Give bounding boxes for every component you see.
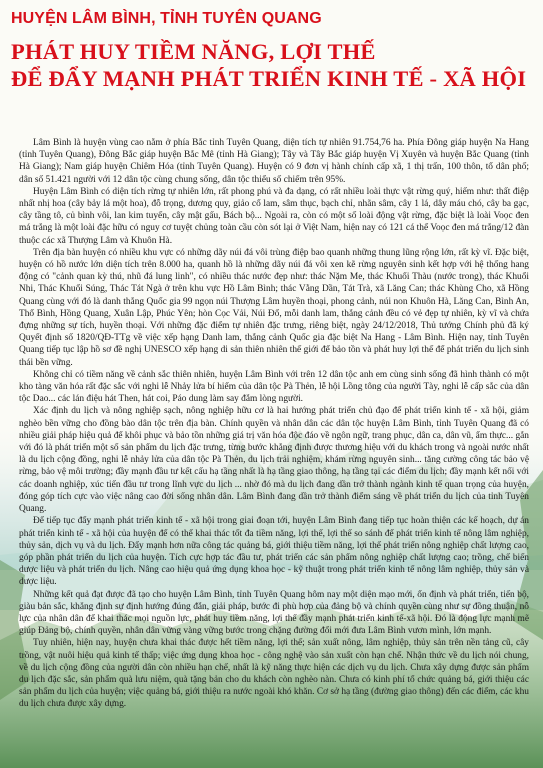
paragraph: Để tiếp tục đẩy mạnh phát triển kinh tế - xã hội trong giai đoạn tới, huyện Lâm Bình đang tiếp tục hoàn thiện các kế hoạch, dự án phát triển kinh tế - xã hội của huyện để có thể khai thác tốt đa tiềm năng, lợi thế, lợi thế so sánh để phát triển kinh tế nông lâm nghiệp, thủy sản, dịch vụ và du lịch. Đẩy mạnh hơn nữa công tác quảng bá, giới thiệu tiềm năng, lợi thế phát triển nông nghiệp chất lượng cao, góp phần phát triển du lịch của huyện. Tích cực hợp tác đầu tư, phát triển các sản phẩm nông nghiệp chất lượng cao; trồng, chế biến dược liệu và phát triển du lịch. Nâng cao hiệu quả ứng dụng khoa học - kỹ thuật trong phát triển kinh tế nông lâm nghiệp, thủy sản và dược liệu. (19, 516, 529, 588)
article-title (11, 38, 536, 92)
region-heading: HUYỆN LÂM BÌNH, TỈNH TUYÊN QUANG (11, 10, 322, 27)
paragraph: Không chỉ có tiềm năng về cảnh sắc thiên nhiên, huyện Lâm Bình với trên 12 dân tộc anh em cùng sinh sống đã hình thành có một kho tàng văn hóa rất đặc sắc với nghi lễ Nhảy lửa bí hiểm của dân tộc Pà Thẻn, lễ hội Lồng tông của người Tày, nghi lễ cấp sắc của dân tộc Dao... các lán điệu hát Then, hát coi, Páo dung làm say đắm lòng người. (19, 369, 529, 405)
paragraph: Xác định du lịch và nông nghiệp sạch, nông nghiệp hữu cơ là hai hướng phát triển chủ đạo để phát triển kinh tế - xã hội, giảm nghèo bền vững cho đồng bào dân tộc trên địa bàn. Chính quyền và nhân dân các dân tộc huyện Lâm Bình, tỉnh Tuyên Quang đã có nhiều giải pháp hiệu quả để khôi phục và bảo tồn những giá trị văn hóa độc đáo về ngôn ngữ, trang phục, dân ca, dân vũ, ẩm thực... gắn với đó là phát triển một số sản phẩm du lịch đặc trưng, từng bước khẳng định được thương hiệu với du khách trong và ngoài nước nhất là du lịch cộng đồng, nghi lễ nhảy lửa của dân tộc Pà Thẻn, du lịch trải nghiệm, khám rừng nguyên sinh... tăng cường công tác bảo vệ rừng, bảo vệ môi trường; đầy mạnh đầu tư kết cấu hạ tầng nhất là hạ tầng giao thông, hạ tầng tại các điểm du lịch; đầy mạnh kết nối với các doanh nghiệp, xúc tiến đầu tư trong lĩnh vực du lịch ... nhờ đó mà du lịch đang dần trở thành ngành kinh tế quan trọng của huyện, đóng góp tích cực vào việc nâng cao đời sống nhân dân. Lâm Bình đang dần trở thành điểm sáng về phát triển du lịch của tỉnh Tuyên Quang. (19, 406, 529, 515)
paragraph: Lâm Bình là huyện vùng cao nằm ở phía Bắc tỉnh Tuyên Quang, diện tích tự nhiên 91.754,76 ha. Phía Đông giáp huyện Na Hang (tỉnh Tuyên Quang), Đông Bắc giáp huyện Bắc Mê (tỉnh Hà Giang); Tây và Tây Bắc giáp huyện Vị Xuyên và huyện Bắc Quang (tỉnh Hà Giang); Nam giáp huyện Chiêm Hóa (tỉnh Tuyên Quang). Huyện có 9 đơn vị hành chính cấp xã, 1 thị trấn, 100 thôn, tổ dân phố; dân số 51.421 người với 12 dân tộc cùng chung sống, dân tộc thiểu số chiếm trên 95%. (19, 138, 529, 185)
paragraph: Những kết quả đạt được đã tạo cho huyện Lâm Bình, tỉnh Tuyên Quang hôm nay một diện mạo mới, ổn định và phát triển, tiến bộ, giàu bản sắc, khẳng định sự định hướng đúng đắn, giải pháp, bước đi phù hợp của đảng bộ và chính quyền cùng như sự đồng thuận, nỗ lực của nhân dân để khai thác mọi nguồn lực, phát huy tiềm năng, lợi thế đầy mạnh phát triển kinh tế-xã hội. Đó là động lực mạnh mẽ giúp Đảng bộ, chính quyền, nhân dân vững vàng vững bước trong chặng đường đổi mới đưa Lâm Bình vươn mình, lớn mạnh. (19, 589, 529, 637)
paragraph: Huyện Lâm Bình có diện tích rừng tự nhiên lớn, rất phong phú và đa dạng, có rất nhiều loài thực vật rừng quý, hiếm như: thất điệp nhất nhị hoa (cây bảy lá một hoa), đỗ trọng, dương quy, giảo cổ lam, sâm thục, bạch chỉ, nhãn sâm, cây 1 lá, dây máu chó, cây ba gạc, cây tầng tô, củ bình vôi, lan kim tuyến, cây mật gấu, Bách bộ... Ngoài ra, còn có một số loài động vật rừng, đặc biệt là loài Voọc đen má trắng là một loài đặc hữu có nguy cơ tuyệt chủng toàn cầu còn sót lại ở Việt Nam, hiện nay có 121 cá thể Voọc đen má trắng/12 đàn thuộc các xã Thượng Lâm và Khuôn Hà. (19, 186, 529, 246)
article-body (19, 137, 529, 711)
paragraph: Tuy nhiên, hiện nay, huyện chưa khai thác được hết tiềm năng, lợi thế; sản xuất nông, lâm nghiệp, thủy sản trên nền tảng cũ, cây trồng, vật nuôi hiệu quả kinh tế thấp; việc ứng dụng khoa học - công nghệ vào sản xuất còn hạn chế. Nhận thức về du lịch nói chung, về du lịch cộng đồng của người dân còn nhiều hạn chế, nhất là kỹ năng thực hiện các dịch vụ du lịch. Chưa xây dựng được sản phẩm du lịch đặc sắc, sản phẩm quà lưu niệm, quà tặng bản cho du khách còn nghèo nàn. Chưa có kinh phí tổ chức quảng bá, giới thiệu các sản phẩm du lịch của huyện; việc quảng bá, giới thiệu ra nước ngoài khó khăn. Cơ sở hạ tầng (đường giao thông) đến các điểm, các khu du lịch chưa được xây dựng. (19, 638, 529, 710)
paragraph: Trên địa bàn huyện có nhiều khu vực có những dãy núi đá vôi trùng điệp bao quanh những thung lũng rộng lớn, rất kỳ vĩ. Đặc biệt, huyện có hồ nước lớn diện tích trên 8.000 ha, quanh hồ là những dãy núi đá vôi xen kẽ rừng nguyên sinh kết hợp với hệ thống hang động có "cảnh quan kỳ thú, nhũ đá lung linh", có nhiều thác nước đẹp như: thác Nặm Me, thác Khuổi Thàu (nước trong), thác Khuổi Nhi, Thác Khuổi Súng, Thác Tát Ngà ở trên khu vực Hồ Lâm Bình; thác Vằng Dần, Tát Trà, xã Lăng Can; thác Khùng Cho, xã Hồng Quang cùng với đó là danh thắng Quốc gia 99 ngọn núi Thượng Lâm huyền thoại, phong cảnh, núi non Khuôn Hà, Lăng Can, Bình An, Thổ Bình, Hồng Quang, Xuân Lập, Phúc Yên; hòn Cọc Vải, Núi Đổ, mỗi danh lam, thắng cảnh đều có vẻ đẹp tự nhiên, kỳ vĩ và chứa đựng những sự tích, huyền thoại. Với những đặc điểm tự nhiên đặc trưng, riêng biệt, ngày 24/12/2018, Thủ tướng Chính phủ đã ký Quyết định số 1820/QĐ-TTg về việc xếp hạng Danh lam, thắng cảnh Quốc gia đặc biệt Na Hang - Lâm Bình. Hiện nay, tỉnh Tuyên Quang tiếp tục lập hồ sơ đề nghị UNESCO xếp hạng di sản thiên nhiên thế giới để bảo tồn và phát huy lợi thế để phát triển du lịch sinh thái bền vững. (19, 247, 529, 368)
title-line-2: ĐỂ ĐẨY MẠNH PHÁT TRIỂN KINH TẾ - XÃ HỘI (11, 66, 527, 91)
title-line-1: PHÁT HUY TIỀM NĂNG, LỢI THẾ (11, 39, 376, 64)
